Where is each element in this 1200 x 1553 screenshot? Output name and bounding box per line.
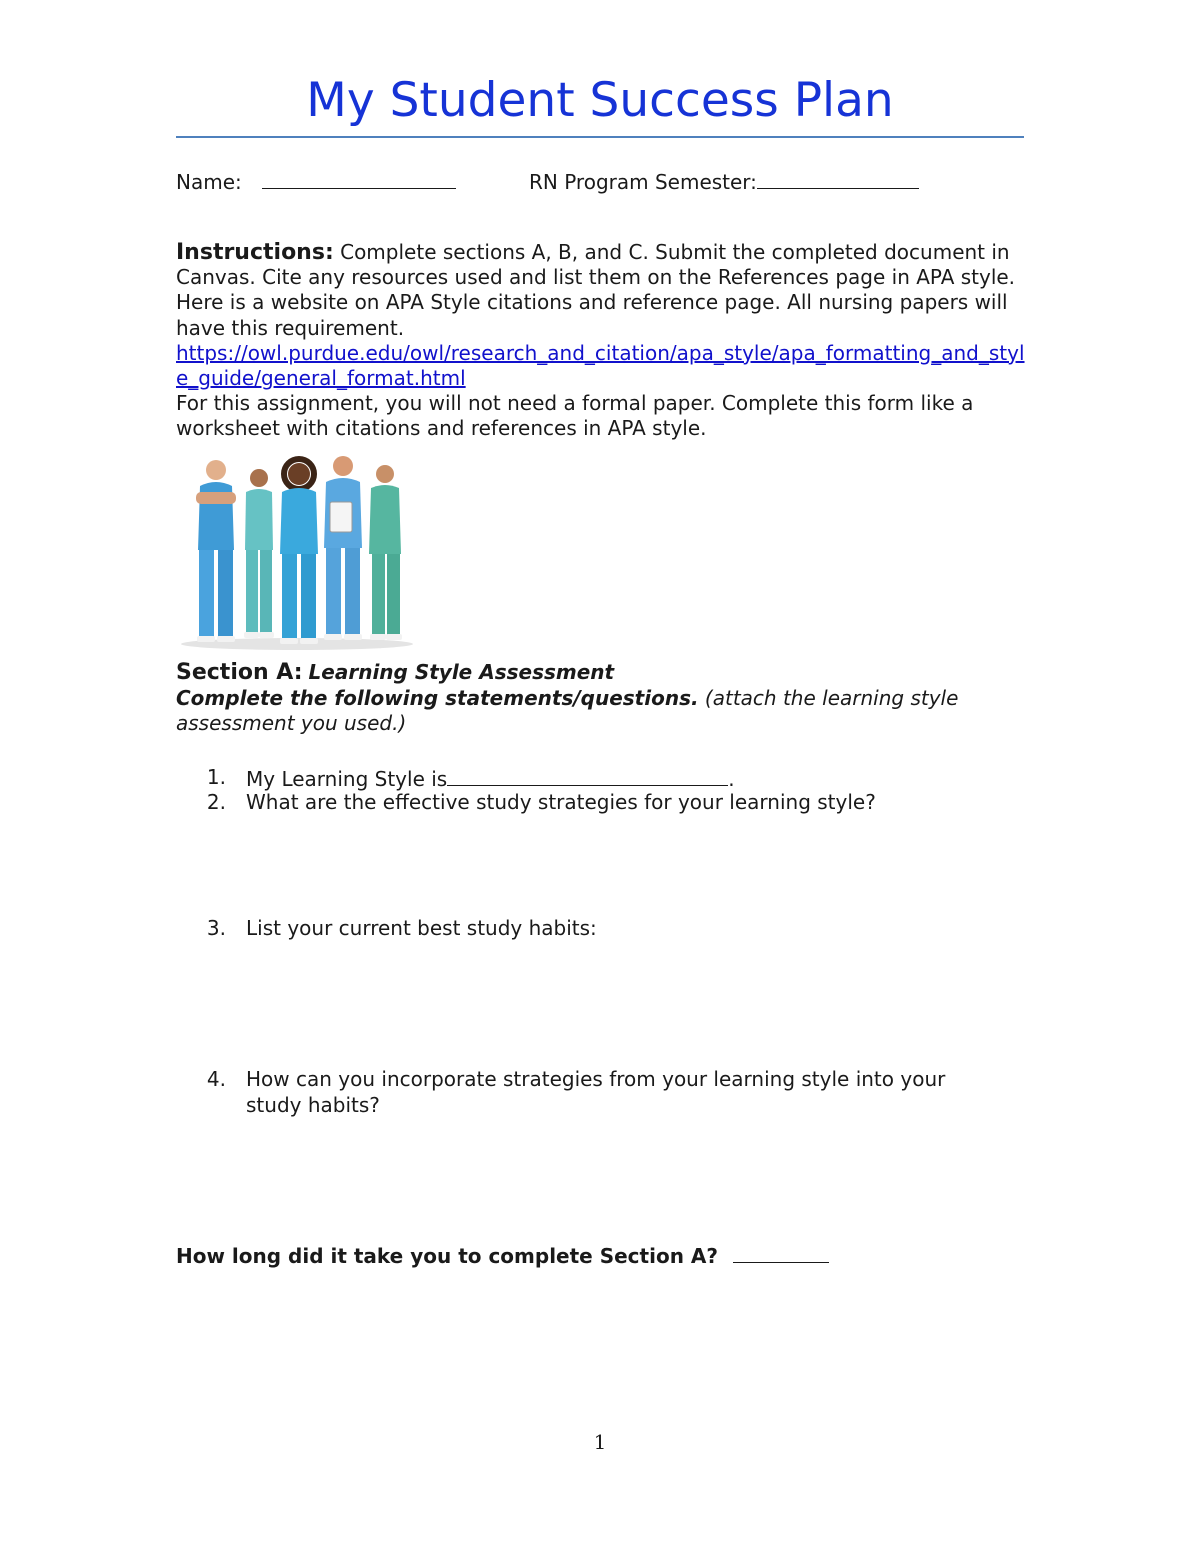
question-number: 1. xyxy=(206,765,226,789)
learning-style-blank[interactable] xyxy=(447,765,728,786)
question-1-period: . xyxy=(728,767,735,791)
question-3 xyxy=(176,916,1036,942)
nurses-group-photo xyxy=(176,450,418,655)
semester-label: RN Program Semester: xyxy=(529,170,757,194)
question-number: 3. xyxy=(206,916,226,940)
section-a-directive: Complete the following statements/questions. xyxy=(176,685,699,710)
page-number: 1 xyxy=(593,1430,607,1454)
page-title: My Student Success Plan xyxy=(306,73,894,128)
question-number: 2. xyxy=(206,790,226,814)
apa-style-link[interactable]: https://owl.purdue.edu/owl/research_and_citation/apa_style/apa_formatting_and_style_guide/general_format.html xyxy=(176,340,1025,391)
completion-time-blank[interactable] xyxy=(733,1242,829,1263)
question-text: List your current best study habits: xyxy=(246,916,597,940)
section-a-subheading: Learning Style Assessment xyxy=(308,660,615,684)
completion-question: How long did it take you to complete Section A? xyxy=(176,1244,718,1268)
instructions-block xyxy=(176,240,1036,442)
section-a-heading: Section A: xyxy=(176,660,303,685)
instructions-body: Complete sections A, B, and C. Submit the completed document in Canvas. Cite any resources used and list them on the References page in APA style. Here is a website on APA Style citations and reference page. All nursing papers will have this requirement. xyxy=(176,240,1016,340)
question-text: What are the effective study strategies for your learning style? xyxy=(246,790,876,814)
name-label: Name: xyxy=(176,170,242,194)
section-a-header xyxy=(176,660,1036,737)
section-a-directive-note: (attach the learning style assessment you used.) xyxy=(176,685,959,735)
instructions-heading: Instructions: xyxy=(176,240,334,265)
title-divider xyxy=(176,136,1024,138)
semester-field-row xyxy=(529,168,919,195)
question-text-line-2: study habits? xyxy=(246,1092,380,1117)
question-text-line-1: How can you incorporate strategies from your learning style into your xyxy=(246,1067,946,1091)
semester-blank[interactable] xyxy=(757,168,919,189)
name-field-row xyxy=(176,168,456,195)
name-blank[interactable] xyxy=(262,168,456,189)
question-2 xyxy=(176,790,1036,816)
completion-time-row xyxy=(176,1242,829,1269)
question-4 xyxy=(176,1067,1036,1119)
question-text: My Learning Style is xyxy=(246,767,448,791)
question-number: 4. xyxy=(206,1067,226,1091)
instructions-note: For this assignment, you will not need a formal paper. Complete this form like a worksheet with citations and references in APA style. xyxy=(176,391,974,441)
question-1 xyxy=(176,765,1036,791)
